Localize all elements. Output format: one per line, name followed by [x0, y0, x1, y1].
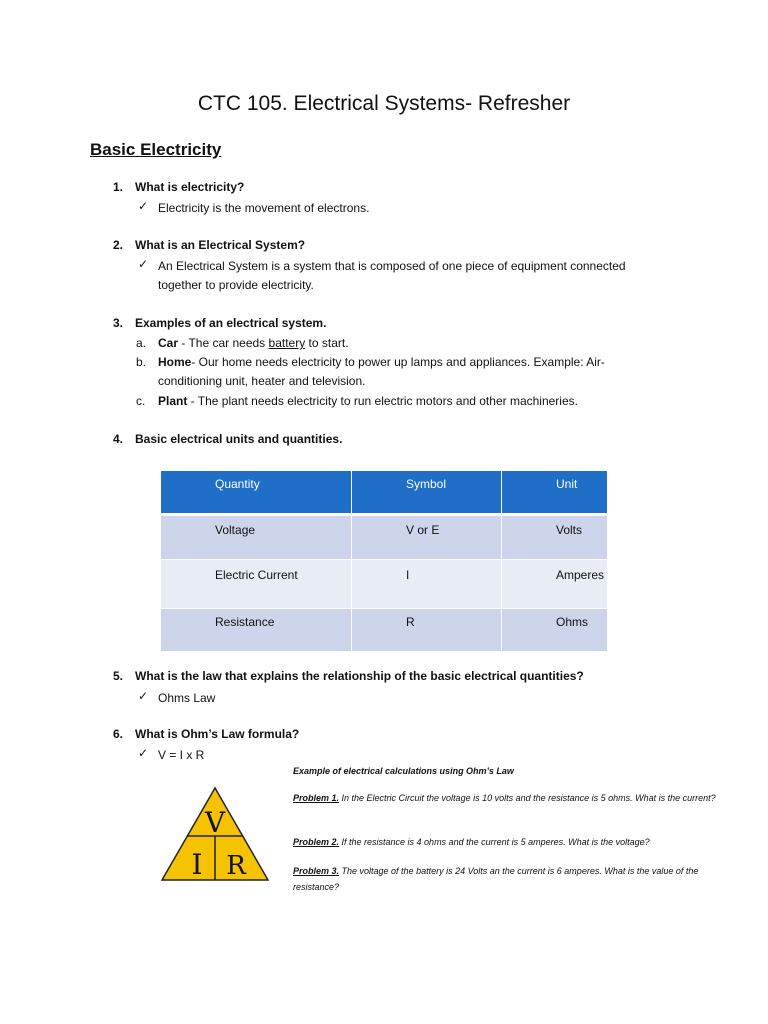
table-header-row [161, 471, 608, 515]
table-cell: Volts [502, 515, 608, 560]
problem-label: Problem 1. [293, 793, 340, 803]
answer-text: Ohms Law [158, 691, 216, 705]
question-text: What is an Electrical System? [135, 238, 306, 252]
question-text: What is electricity? [135, 180, 245, 194]
example-label: b. [136, 355, 147, 369]
table-cell: Electric Current [161, 560, 352, 609]
answer-text: An Electrical System is a system that is composed of one piece of equipment connected together to provide electricity. [158, 259, 626, 292]
units-table [160, 470, 608, 652]
table-cell: Amperes [502, 560, 608, 609]
section-heading: Basic Electricity [90, 140, 222, 159]
problem-3 [293, 863, 723, 895]
example-text: Home- Our home needs electricity to power up lamps and appliances. Example: Air-conditioning unit, heater and television. [158, 355, 605, 388]
question-number: 3. [113, 316, 124, 330]
triangle-label-r: R [226, 851, 246, 881]
problem-2 [293, 834, 723, 850]
question-number: 1. [113, 180, 124, 194]
table-cell: Ohms [502, 609, 608, 652]
triangle-label-v: V [204, 806, 226, 839]
answer-text: V = I x R [158, 748, 205, 762]
page-title: CTC 105. Electrical Systems- Refresher [197, 92, 571, 115]
checkmark-icon: ✓ [138, 257, 149, 271]
example-text: Car - The car needs battery to start. [158, 336, 349, 350]
question-text: Examples of an electrical system. [135, 316, 327, 330]
table-row [161, 609, 608, 652]
calc-heading: Example of electrical calculations using Ohm’s Law [293, 766, 514, 776]
ohms-law-triangle [160, 786, 270, 882]
problem-label: Problem 3. [293, 866, 340, 876]
problem-label: Problem 2. [293, 837, 340, 847]
question-number: 5. [113, 669, 124, 683]
checkmark-icon: ✓ [138, 746, 149, 760]
calc-examples-heading [293, 763, 723, 779]
question-number: 2. [113, 238, 124, 252]
question-text: What is Ohm’s Law formula? [135, 727, 300, 741]
table-row [161, 515, 608, 560]
checkmark-icon: ✓ [138, 689, 149, 703]
question-number: 4. [113, 432, 124, 446]
triangle-label-i: I [191, 848, 203, 881]
problem-1 [293, 790, 723, 806]
problem-text: In the Electric Circuit the voltage is 10 volts and the resistance is 5 ohms. What is the current? [339, 793, 716, 803]
underlined-word: battery [268, 336, 306, 350]
example-term: Plant [158, 394, 188, 408]
problem-text: The voltage of the battery is 24 Volts an the current is 6 amperes. What is the value of the resistance? [293, 866, 699, 892]
table-cell: V or E [352, 515, 502, 560]
table-cell: I [352, 560, 502, 609]
table-cell: Voltage [161, 515, 352, 560]
checkmark-icon: ✓ [138, 199, 149, 213]
table-header: Unit [502, 471, 608, 515]
problem-text: If the resistance is 4 ohms and the current is 5 amperes. What is the voltage? [339, 837, 650, 847]
question-text: Basic electrical units and quantities. [135, 432, 343, 446]
example-term: Car [158, 336, 179, 350]
example-label: a. [136, 336, 147, 350]
answer-text: Electricity is the movement of electrons. [158, 201, 370, 215]
table-header: Quantity [161, 471, 352, 515]
example-text: Plant - The plant needs electricity to run electric motors and other machineries. [158, 394, 578, 408]
question-number: 6. [113, 727, 124, 741]
table-row [161, 560, 608, 609]
example-term: Home [158, 355, 192, 369]
table-header: Symbol [352, 471, 502, 515]
table-cell: Resistance [161, 609, 352, 652]
question-text: What is the law that explains the relationship of the basic electrical quantities? [135, 669, 584, 683]
table-cell: R [352, 609, 502, 652]
example-label: c. [136, 394, 146, 408]
